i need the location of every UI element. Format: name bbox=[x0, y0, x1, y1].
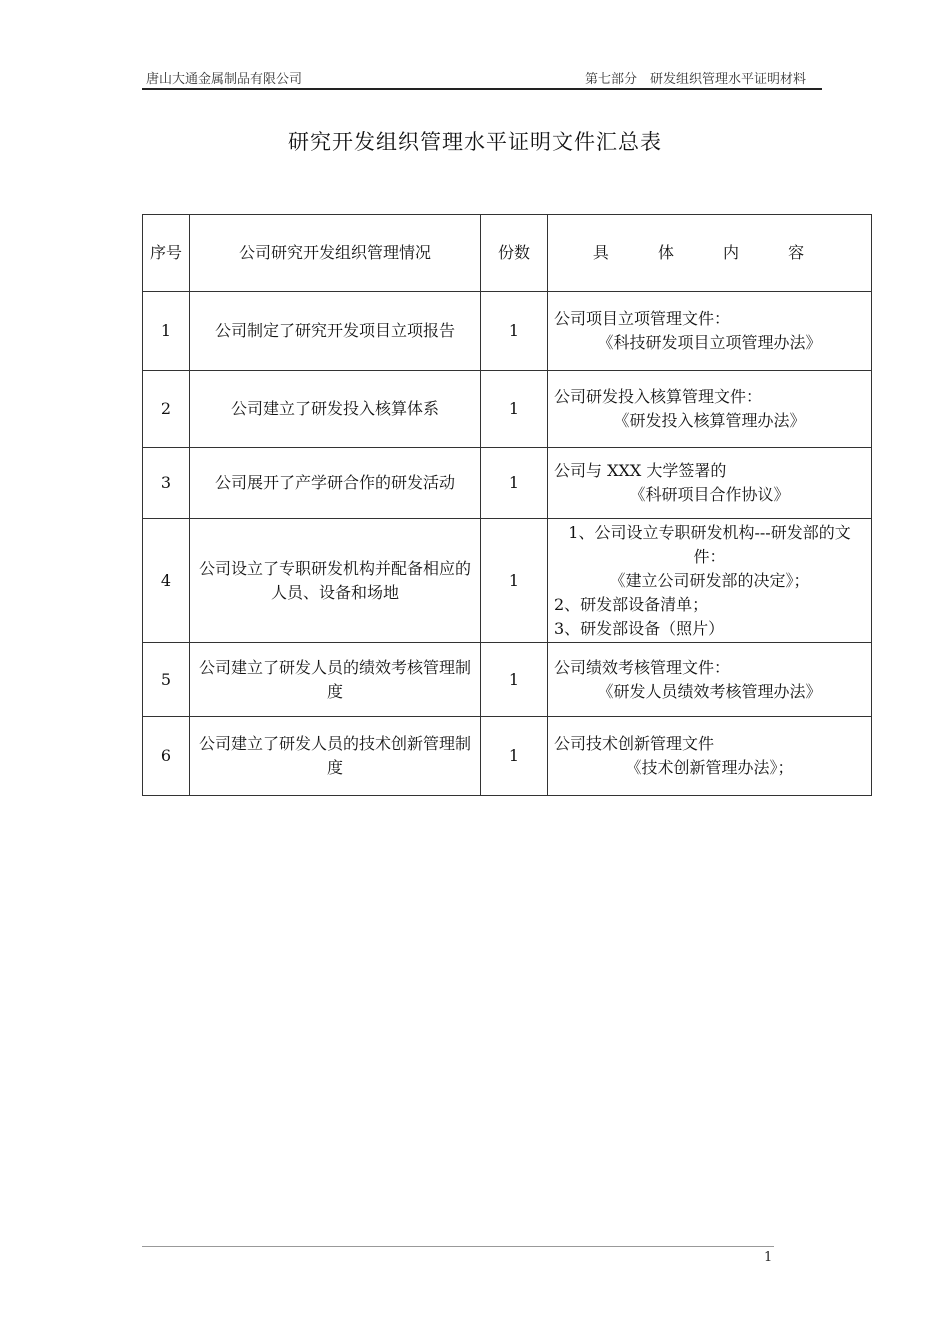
row-situation: 公司设立了专职研发机构并配备相应的人员、设备和场地 bbox=[190, 519, 481, 643]
row-no: 3 bbox=[143, 448, 190, 519]
row-situation: 公司建立了研发人员的技术创新管理制度 bbox=[190, 717, 481, 796]
row-detail bbox=[548, 717, 872, 796]
detail-line: 公司技术创新管理文件 bbox=[554, 734, 715, 753]
detail-line: 公司研发投入核算管理文件： bbox=[554, 387, 763, 406]
row-detail bbox=[548, 448, 872, 519]
detail-line: 《科技研发项目立项管理办法》 bbox=[597, 333, 822, 352]
row-no: 6 bbox=[143, 717, 190, 796]
row-no: 4 bbox=[143, 519, 190, 643]
table-header-row bbox=[143, 215, 872, 292]
row-situation: 公司建立了研发人员的绩效考核管理制度 bbox=[190, 643, 481, 717]
col-header-no: 序号 bbox=[143, 215, 190, 292]
row-count: 1 bbox=[481, 519, 548, 643]
row-no: 2 bbox=[143, 371, 190, 448]
table-row bbox=[143, 717, 872, 796]
detail-line: 《技术创新管理办法》； bbox=[625, 758, 794, 777]
detail-line: 3、研发部设备（照片） bbox=[554, 618, 725, 638]
page-header bbox=[142, 62, 822, 90]
detail-line: 公司与 XXX 大学签署的 bbox=[554, 461, 727, 480]
table-row bbox=[143, 519, 872, 643]
summary-table bbox=[142, 214, 872, 796]
row-count: 1 bbox=[481, 643, 548, 717]
row-situation: 公司展开了产学研合作的研发活动 bbox=[190, 448, 481, 519]
detail-line: 公司绩效考核管理文件： bbox=[554, 657, 731, 677]
row-no: 5 bbox=[143, 643, 190, 717]
detail-line: 1、公司设立专职研发机构---研发部的文件： bbox=[568, 522, 851, 566]
row-detail bbox=[548, 643, 872, 717]
table-row bbox=[143, 448, 872, 519]
row-situation: 公司建立了研发投入核算体系 bbox=[190, 371, 481, 448]
row-situation: 公司制定了研究开发项目立项报告 bbox=[190, 292, 481, 371]
section-title: 第七部分 研发组织管理水平证明材料 bbox=[584, 72, 806, 87]
col-header-situation: 公司研究开发组织管理情况 bbox=[190, 215, 481, 292]
row-detail bbox=[548, 371, 872, 448]
document-title: 研究开发组织管理水平证明文件汇总表 bbox=[288, 130, 662, 154]
row-detail bbox=[548, 519, 872, 643]
row-no: 1 bbox=[143, 292, 190, 371]
detail-line: 《研发投入核算管理办法》 bbox=[613, 411, 806, 430]
row-count: 1 bbox=[481, 371, 548, 448]
row-detail bbox=[548, 292, 872, 371]
footer-divider bbox=[142, 1246, 774, 1247]
detail-line: 《研发人员绩效考核管理办法》 bbox=[597, 681, 822, 701]
row-count: 1 bbox=[481, 292, 548, 371]
page-number: 1 bbox=[764, 1250, 773, 1265]
company-name: 唐山大通金属制品有限公司 bbox=[146, 72, 303, 87]
detail-line: 《科研项目合作协议》 bbox=[629, 485, 790, 504]
detail-line: 《建立公司研发部的决定》； bbox=[609, 570, 810, 590]
table-row bbox=[143, 292, 872, 371]
col-header-count: 份数 bbox=[481, 215, 548, 292]
table-row bbox=[143, 371, 872, 448]
row-count: 1 bbox=[481, 448, 548, 519]
row-count: 1 bbox=[481, 717, 548, 796]
col-header-detail: 具 体 内 容 bbox=[548, 215, 872, 292]
detail-line: 公司项目立项管理文件： bbox=[554, 309, 731, 328]
table-row bbox=[143, 643, 872, 717]
detail-line: 2、研发部设备清单； bbox=[554, 594, 709, 614]
